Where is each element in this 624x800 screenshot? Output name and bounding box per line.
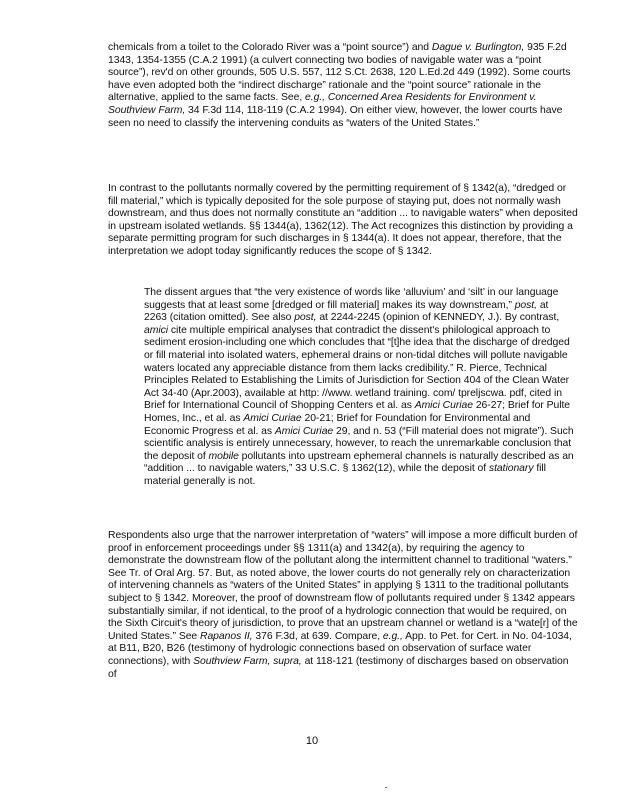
text-segment: 29, and n. 53 (“Fill material does not migrate”). Such scientific analysis is entirely unnecessary, however, to reach the unremarkable conclusion that the deposit of <box>144 425 574 462</box>
text-segment: 376 F.3d, at 639. Compare, <box>252 630 383 642</box>
citation-emphasis: post, <box>514 299 537 311</box>
text-segment: 26-27; Brief for Pulte Homes, Inc., et al. as <box>144 400 571 424</box>
paragraph-dredged-fill-material <box>108 183 578 259</box>
citation-emphasis: Amici Curiae <box>243 412 302 424</box>
text-segment: chemicals from a toilet to the Colorado River was a “point source”) and <box>108 42 432 53</box>
text-segment: The dissent argues that “the very existence of words like ‘alluvium’ and ‘silt’ in our language suggests that at least some [dredged or fill material] makes its way downstream,” <box>144 287 559 311</box>
text-segment: at 2263 (citation omitted). See also <box>144 299 549 324</box>
text-segment: pollutants into upstream ephemeral channels is naturally described as an “addition ... to navigable waters,” 33 U.S.C. § 1362(12), while the deposit of <box>144 450 574 475</box>
page-number: 10 <box>305 735 319 747</box>
citation-emphasis: post, <box>294 312 317 324</box>
paragraph-point-source-cases <box>108 42 578 130</box>
text-segment: 34 F.3d 114, 118-119 (C.A.2 1994). On either view, however, the lower courts have seen no need to classify the intervening conduits as “waters of the United States.” <box>108 104 563 129</box>
scan-artifact-dot <box>385 787 387 788</box>
paragraph-burden-of-proof <box>108 530 578 681</box>
citation-emphasis: Amici Curiae <box>414 400 473 412</box>
citation-emphasis: stationary <box>488 463 534 475</box>
case-name: Dague v. Burlington, <box>431 42 525 53</box>
text-segment: Respondents also urge that the narrower interpretation of “waters” will impose a more difficult burden of proof in enforcement proceedings under §§ 1311(a) and 1342(a), by requiring the agency to demonstrate the downstream flow of the pollutant along the intermittent channel to traditional “waters.” See Tr. of Oral Arg. 57. But, as noted above, the lower courts do not generally rely on characterization of intervening channels as “waters of the United States” in applying § 1311 to the traditional pollutants subject to § 1342. Moreover, the proof of downstream flow of pollutants required under § 1342 appears substantially similar, if not identical, to the proof of a hydrologic connection that would be required, on the Sixth Circuit's theory of jurisdiction, to prove that an upstream channel or wetland is a “wate[r] of the United States.” See <box>108 530 578 642</box>
citation-emphasis: e.g., <box>382 630 403 642</box>
case-name: e.g., Concerned Area Residents for Environment v. Southview Farm, <box>108 92 537 116</box>
text-segment: 935 F.2d 1343, 1354-1355 (C.A.2 1991) (a culvert connecting two bodies of navigable water was a “point source”), rev'd on other grounds, 505 U.S. 557, 112 S.Ct. 2638, 120 L.Ed.2d 449 (1992). Some courts have even adopted both the “indirect discharge” rationale and the “point source” rationale in the alternative, applied to the same facts. See, <box>108 42 571 104</box>
indented-paragraph-dissent <box>144 287 574 489</box>
citation-emphasis: Amici Curiae <box>274 425 334 437</box>
text-segment: In contrast to the pollutants normally covered by the permitting requirement of § 1342(a), “dredged or fill material,” which is typically deposited for the sole purpose of staying put, does not normally wash downstream, and thus does not normally constitute an “addition ... to navigable waters” when deposited in upstream isolated wetlands. §§ 1344(a), 1362(12). The Act recognizes this distinction by providing a separate permitting program for such discharges in § 1344(a). It does not appear, therefore, that the interpretation we adopt today significantly reduces the scope of § 1342. <box>108 183 578 257</box>
text-segment: cite multiple empirical analyses that contradict the dissent's philological approach to sediment erosion-including one which concludes that “[t]he idea that the discharge of dredged or fill material into isolated waters, ephemeral drains or non-tidal ditches will pollute navigable waters located any appreciable distance from them lacks credibility.” R. Pierce, Technical Principles Related to Establishing the Limits of Jurisdiction for Section 404 of the Clean Water Act 34-40 (Apr.2003), available at http: //www. wetland training. com/ tpreljscwa. pdf, cited in Brief for International Council of Shopping Centers et al. as <box>144 324 570 412</box>
case-name: Rapanos II, <box>200 630 253 642</box>
citation-emphasis: amici <box>144 324 168 336</box>
text-segment: 20-21; Brief for Foundation for Environmental and Economic Progress et al. as <box>144 412 531 437</box>
text-segment: fill material generally is not. <box>144 463 546 487</box>
text-segment: at 2244-2245 (opinion of KENNEDY, J.). By contrast, <box>316 312 560 324</box>
text-segment: App. to Pet. for Cert. in No. 04-1034, at B11, B20, B26 (testimony of hydrologic connections based on observation of surface water connections), with <box>108 630 572 667</box>
text-segment: at 118-121 (testimony of discharges based on observation of <box>108 655 569 680</box>
case-name: Southview Farm, supra, <box>193 655 302 667</box>
citation-emphasis: mobile <box>208 450 239 462</box>
